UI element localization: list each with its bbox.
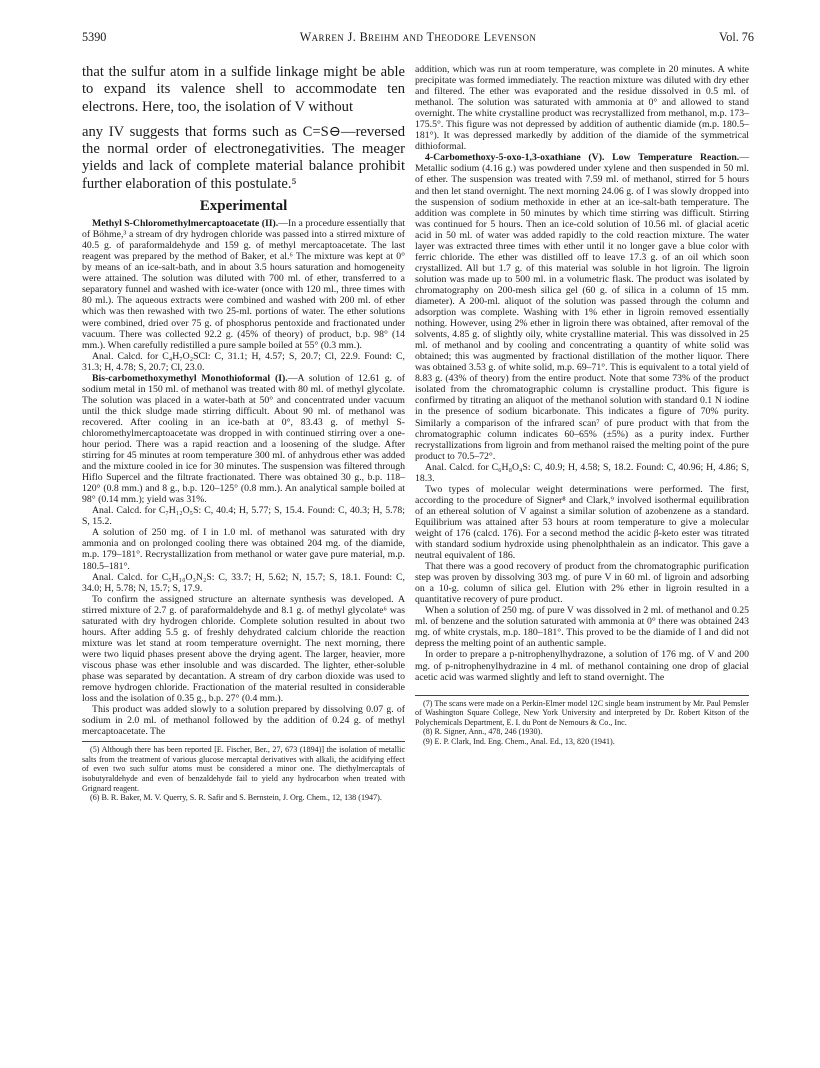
paragraph-ammonia: When a solution of 250 mg. of pure V was dissolved in 2 ml. of methanol and 0.25 ml. of benzene and the solution saturated with ammonia at 0° there was obtained 243 mg. of white crystals, m.p. 180–181°. This proved to be the diamide of I and did not depress the melting point of an authentic sample. xyxy=(415,605,749,650)
text-compound-ii: —In a procedure essentially that of Böhme,³ a stream of dry hydrogen chloride was passed into a stirred mixture of 40.5 g. of paraformaldehyde and 159 g. of methyl mercaptoacetate. The last reagent was prepared by the method of Baker, et al.⁶ The mixture was kept at 0° by means of an ice-salt-bath, and in about 3.5 hours saturation and homogeneity were attained. The solution was diluted with 700 ml. of ether, transferred to a separatory funnel and washed with ice-water (once with 120 ml., three times with 80 ml.). The aqueous extracts were combined and washed with 200 ml. of ether which was then rewashed with two 25-ml. portions of water. The ether solutions were combined, dried over 75 g. of phosphorus pentoxide and fractionated under vacuum. There was collected 92.2 g. (45% of theory) of product, b.p. 98° (14 mm.). When carefully redistilled a pure sample boiled at 55° (0.3 mm.). xyxy=(82,218,405,351)
intro-paragraph-1: that the sulfur atom in a sulfide linkage might be able to expand its valence shell to accommodate ten electrons. Here, too, the isolation of V without xyxy=(82,64,405,115)
analysis-compound-v: Anal. Calcd. for C₆H₈O₄S: C, 40.9; H, 4.58; S, 18.2. Found: C, 40.96; H, 4.86; S, 18.3. xyxy=(415,461,749,484)
heading-compound-v: 4-Carbomethoxy-5-oxo-1,3-oxathiane (V). Low Temperature Reaction. xyxy=(425,152,740,164)
volume-label: Vol. 76 xyxy=(719,30,754,44)
paragraph-diamide: A solution of 250 mg. of I in 1.0 ml. of methanol was saturated with dry ammonia and on prolonged cooling there was obtained 204 mg. of the diamide, m.p. 179–181°. Recrystallization from methanol or water gave pure material, m.p. 180.5–181°. xyxy=(82,527,405,572)
footnote-divider xyxy=(415,695,749,696)
footnote-divider xyxy=(82,741,405,742)
paragraph-continuation: addition, which was run at room temperature, was complete in 20 minutes. A white precipitate was formed immediately. The reaction mixture was diluted with dry ether and filtered. The ether was evaporated and the residue dissolved in 0.5 ml. of methanol. The solution was saturated with ammonia at 0° and allowed to stand overnight. The white crystalline product was recrystallized from methanol, m.p. 173–175.5°. This figure was not depressed by addition of authentic diamide (m.p. 180.5–181°). It was depressed markedly by addition of the diamide of the symmetrical dithioformal. xyxy=(415,64,749,153)
left-column xyxy=(82,64,405,803)
analysis-diamide: Anal. Calcd. for C₅H₁₀O₃N₂S: C, 33.7; H, 5.62; N, 15.7; S, 18.1. Found: C, 34.0; H, 5.78; N, 15.7; S, 17.9. xyxy=(82,571,405,594)
paragraph-alternate-synthesis: To confirm the assigned structure an alternate synthesis was developed. A stirred mixture of 2.7 g. of paraformaldehyde and 8.1 g. of methyl glycolate⁶ was saturated with dry hydrogen chloride. Complete solution resulted in about two hours. After adding 5.5 g. of freshly dehydrated calcium chloride the reaction mixture was let stand at room temperature overnight. The next morning, there were two liquid phases present above the drying agent. The larger, heavier, more viscous phase was ether insoluble and was discarded. The lighter, ether-soluble phase was separated by decantation. A stream of dry carbon dioxide was used to remove hydrogen chloride. Fractionation of the material resulted in considerable loss and the isolation of 0.35 g., b.p. 27° (0.4 mm.). xyxy=(82,593,405,705)
analysis-compound-i: Anal. Calcd. for C₇H₁₂O₅S: C, 40.4; H, 5.77; S, 15.4. Found: C, 40.3; H, 5.78; S, 15.2. xyxy=(82,505,405,528)
running-header xyxy=(82,30,754,46)
paragraph-compound-ii xyxy=(82,218,405,351)
intro-paragraph-2: any IV suggests that forms such as C=S⊖—reversed the normal order of electronegativities. The meager yields and lack of complete material balance prohibit further elaboration of this postulate.⁵ xyxy=(82,123,405,192)
footnote-6: (6) B. R. Baker, M. V. Querry, S. R. Safir and S. Bernstein, J. Org. Chem., 12, 138 (1947). xyxy=(90,793,382,803)
footnote-8: (8) R. Signer, Ann., 478, 246 (1930). xyxy=(423,727,543,737)
paragraph-hydrazone: In order to prepare a p-nitrophenylhydrazone, a solution of 176 mg. of V and 200 mg. of p-nitrophenylhydrazine in 4 ml. of methanol containing one drop of glacial acetic acid was warmed slightly and left to stand overnight. The xyxy=(415,649,749,683)
paragraph-recovery: That there was a good recovery of product from the chromatographic purification step was proven by dissolving 303 mg. of pure V in 60 ml. of ligroin and adsorbing on a 10-g. column of silica gel. Elution with 2% ether in ligroin resulted in a quantitative recovery of pure product. xyxy=(415,561,749,606)
text-compound-i: —A solution of 12.61 g. of sodium metal in 150 ml. of methanol was treated with 80 ml. of methyl glycolate. The solution was placed in a water-bath at 50° and concentrated under vacuum until the thick sludge made stirring difficult. About 90 ml. of methanol was recovered. After cooling in an ice-bath at 0°, 83.43 g. of methyl S-chloromethylmercaptoacetate was dropped in with continued stirring over a one-hour period. There was a rapid reaction and a loosening of the sludge. After stirring for 45 minutes at room temperature 300 ml. of anhydrous ether was added and the mixture cooled in ice for 30 minutes. The suspension was filtered through Hiflo Supercel and the filtrate fractionated. There was obtained 30 g., b.p. 118–120° (0.8 mm.) and 8 g., b.p. 120–125° (0.8 mm.). An analytical sample boiled at 98° (0.14 mm.); yield was 31%. xyxy=(82,372,405,506)
paragraph-molecular-weight: Two types of molecular weight determinations were performed. The first, according to the procedure of Signer⁸ and Clark,⁹ involved isothermal equilibration of an ethereal solution of V against a similar solution of azobenzene as a standard. Equilibrium was attained after 53 hours at room temperature to give a molecular weight of 176 (calcd. 176). For a second method the acidic β-keto ester was titrated with standard sodium hydroxide using phenolphthalein as an indicator. This gave a neutral equivalent of 186. xyxy=(415,483,749,562)
paragraph-compound-i xyxy=(82,373,405,506)
page-number: 5390 xyxy=(82,30,107,44)
footnote-7: (7) The scans were made on a Perkin-Elmer model 12C single beam instrument by Mr. Paul Pemsler of Washington Square College, New York University and interpreted by Dr. Robert Kitson of the Polychemicals Department, E. I. du Pont de Nemours & Co., Inc. xyxy=(415,698,749,727)
footnote-9: (9) E. P. Clark, Ind. Eng. Chem., Anal. Ed., 13, 820 (1941). xyxy=(423,737,615,746)
section-title-experimental: Experimental xyxy=(199,198,288,215)
paragraph-sodium-solution: This product was added slowly to a solution prepared by dissolving 0.07 g. of sodium in 2.0 ml. of methanol followed by the addition of 0.24 g. of methyl mercaptoacetate. The xyxy=(82,704,405,738)
heading-compound-ii: Methyl S-Chloromethylmercaptoacetate (II). xyxy=(92,218,279,230)
heading-compound-i: Bis-carbomethoxymethyl Monothioformal (I). xyxy=(92,372,288,384)
text-compound-v: —Metallic sodium (4.16 g.) was powdered under xylene and then suspended in 50 ml. of ether. The suspension was treated with 7.59 ml. of methanol, stirred for 5 hours and then let stand overnight. The next morning 24.06 g. of I was slowly dropped into the suspension of sodium methoxide in ether at an ice-salt-bath temperature. The addition was complete in 50 minutes by which time stirring was difficult. Stirring was continued for 5 hours. Then an ice-cold solution of 10.56 ml. of glacial acetic acid in 50 ml. of water was added rapidly to the cold reaction mixture. The water layer was extracted three times with ether until it no longer gave a blue color with ferric chloride. The ether was distilled off to leave 17.3 g. of an oil which soon crystallized. All but 1.7 g. of this material was soluble in hot ligroin. The ligroin solution was made up to 500 ml. in a volumetric flask. The product was isolated by chromatography on 200-mesh silica gel (60 g. of silica in a column of 15 mm. diameter). A 200-ml. aliquot of the solution was passed through the column and adsorption was complete. Washing with 1% ether in ligroin removed essentially nothing. However, using 2% ether in ligroin there was obtained, after removal of the solvents, 4.85 g. of slightly oily, white crystalline material. This was dissolved in 25 ml. of methanol and by cooling and concentrating a quantity of white solid was obtained; this was augmented by fractional distillation of the mother liquor. There was obtained 3.53 g. of white solid, m.p. 69–71°. This is equivalent to a total yield of 8.83 g. (43% of theory) from the entire product. Note that some 73% of the product isolated from the chromatographic column is crystalline product. This figure is confirmed by titrating an aliquot of the methanol solution with standard 0.1 N iodine in the presence of sodium bicarbonate. This indicates a figure of 70% purity. Similarly a comparison of the infrared scan⁷ of pure product with that from the chromatographic column indicates 60–65% (±5%) as a purity index. Further recrystallizations from ligroin and from methanol raised the melting point of the pure product to 70.5–72°. xyxy=(415,152,749,462)
footnote-5: (5) Although there has been reported [E. Fischer, Ber., 27, 673 (1894)] the isolation of metallic salts from the treatment of various glucose mercaptal derivatives with alkali, the acidifying effect of even two such sulfur atoms must be considered a minor one. The diethylmercaptals of isobutyraldehyde and even of benzaldehyde fail to yield any hydrocarbon when treated with Grignard reagent. xyxy=(82,745,405,793)
paragraph-compound-v xyxy=(415,152,749,461)
right-column xyxy=(415,64,749,747)
analysis-compound-ii: Anal. Calcd. for C₄H₇O₂SCl: C, 31.1; H, 4.57; S, 20.7; Cl, 22.9. Found: C, 31.3; H, 4.78; S, 20.7; Cl, 23.0. xyxy=(82,350,405,373)
running-title-authors: Warren J. Breihm and Theodore Levenson xyxy=(299,30,537,44)
